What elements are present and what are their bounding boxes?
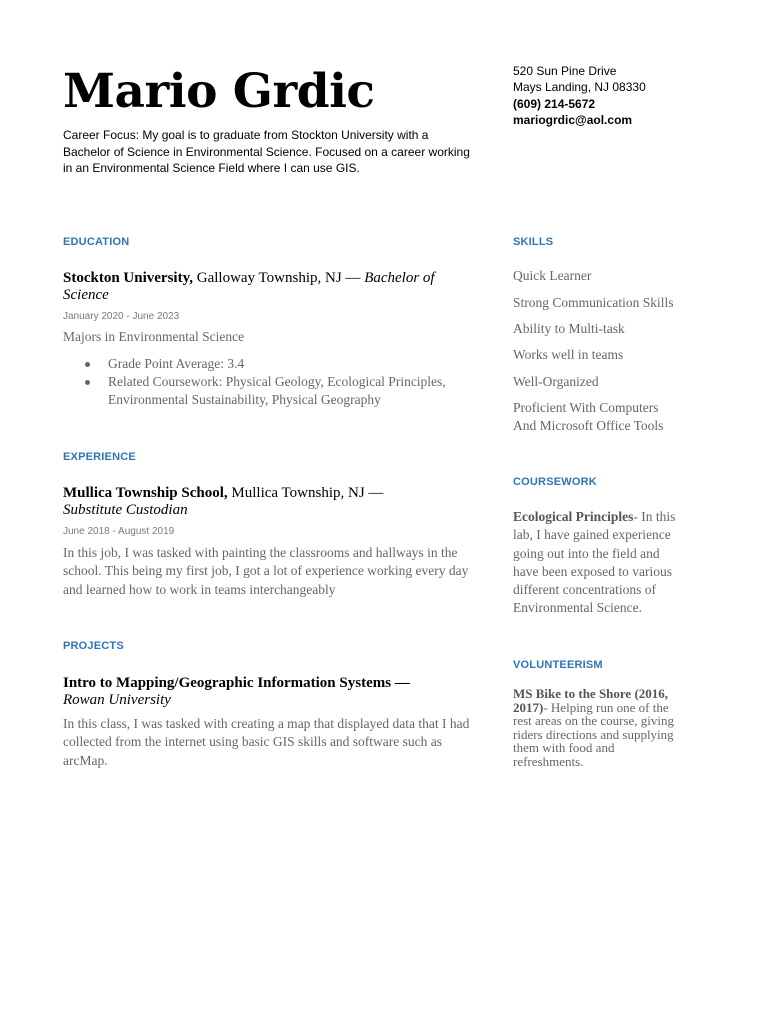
experience-description: In this job, I was tasked with painting the classrooms and hallways in the school. This being my first job, I got a lot of experience working every day and learned how to work in teams interchangeably	[63, 545, 469, 597]
career-focus: Career Focus: My goal is to graduate from Stockton University with a Bachelor of Science in Environmental Science. Focused on a career working in an Environmental Science Field where I can use GIS.	[63, 128, 470, 175]
skill-item: Well-Organized	[513, 374, 599, 389]
contact-block	[513, 63, 646, 128]
contact-phone: (609) 214-5672	[513, 96, 596, 111]
education-heading: EDUCATION	[63, 236, 130, 248]
experience-role: Substitute Custodian	[63, 502, 188, 518]
experience-dates: June 2018 - August 2019	[63, 526, 175, 537]
volunteerism-event: MS Bike to the Shore (2016, 2017)	[513, 686, 669, 715]
coursework-heading: COURSEWORK	[513, 476, 597, 488]
education-degree: Bachelor of Science	[63, 270, 435, 303]
contact-street: 520 Sun Pine Drive	[513, 64, 617, 78]
project-title	[63, 675, 473, 709]
education-location: Galloway Township, NJ —	[196, 270, 361, 286]
skill-item: Strong Communication Skills	[513, 295, 674, 310]
volunteerism-entry	[513, 687, 688, 768]
skill-item: Quick Learner	[513, 268, 592, 283]
experience-heading: EXPERIENCE	[63, 451, 136, 463]
skill-item: Works well in teams	[513, 347, 624, 362]
list-item: Grade Point Average: 3.4	[63, 355, 478, 373]
education-school: Stockton University,	[63, 270, 194, 286]
coursework-course: Ecological Principles	[513, 509, 634, 524]
project-description: In this class, I was tasked with creating a map that displayed data that I had collected from the internet using basic GIS skills and software such as arcMap.	[63, 716, 470, 768]
project-organization: Rowan University	[63, 692, 171, 708]
education-major: Majors in Environmental Science	[63, 329, 245, 344]
education-bullets	[63, 355, 478, 409]
resume-name: Mario Grdic	[63, 64, 375, 119]
skill-item: Proficient With Computers And Microsoft Office Tools	[513, 400, 664, 433]
bullet-icon	[85, 362, 90, 367]
contact-city: Mays Landing, NJ 08330	[513, 80, 646, 95]
experience-employer: Mullica Township School,	[63, 485, 228, 501]
education-dates: January 2020 - June 2023	[63, 311, 180, 322]
list-item: Related Coursework: Physical Geology, Ecological Principles, Environmental Sustainability, Physical Geography	[63, 373, 478, 409]
experience-title	[63, 485, 473, 519]
education-title	[63, 270, 473, 304]
contact-email: mariogrdic@aol.com	[513, 112, 633, 127]
bullet-icon	[85, 380, 90, 385]
projects-heading: PROJECTS	[63, 640, 124, 652]
skill-item: Ability to Multi-task	[513, 321, 625, 336]
experience-location: Mullica Township, NJ —	[231, 485, 384, 501]
volunteerism-description: - Helping run one of the rest areas on the course, giving riders directions and supplying them with food and refreshments.	[513, 699, 675, 769]
coursework-description: - In this lab, I have gained experience going out into the field and have been exposed to various different concentrations of Environmental Science.	[513, 509, 676, 616]
project-name: Intro to Mapping/Geographic Information Systems —	[63, 675, 410, 691]
skills-heading: SKILLS	[513, 236, 554, 248]
volunteerism-heading: VOLUNTEERISM	[513, 659, 603, 671]
coursework-entry	[513, 508, 688, 618]
